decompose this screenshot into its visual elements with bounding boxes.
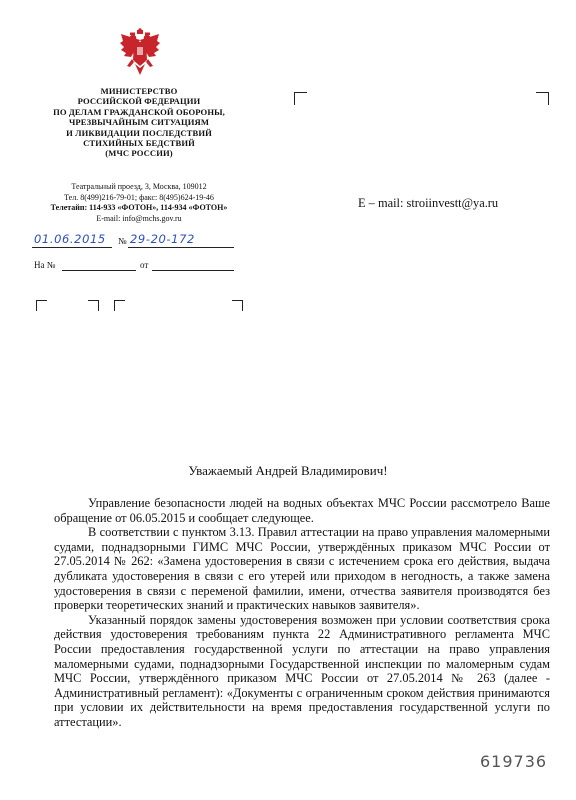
ministry-line: ЧРЕЗВЫЧАЙНЫМ СИТУАЦИЯМ	[68, 117, 210, 128]
coat-of-arms-emblem	[118, 28, 162, 80]
ministry-line: СТИХИЙНЫХ БЕДСТВИЙ	[83, 138, 195, 149]
corner-mark	[536, 92, 549, 105]
registration-number: 29-20-172	[130, 232, 195, 246]
date-underline	[32, 247, 112, 248]
ministry-contacts	[20, 182, 258, 224]
registration-date: 01.06.2015	[34, 232, 106, 246]
number-underline	[128, 247, 234, 248]
ministry-line: РОССИЙСКОЙ ФЕДЕРАЦИИ	[77, 96, 201, 107]
phone-line: Тел. 8(499)216-79-01; факс: 8(495)624-19-46	[64, 192, 214, 202]
corner-mark	[88, 300, 99, 311]
recipient-email: E – mail: stroiinvestt@ya.ru	[358, 196, 499, 210]
ministry-line: МИНИСТЕРСТВО	[100, 86, 178, 96]
teletype-line: Телетайп: 114-933 «ФОТОН», 114-934 «ФОТОН»	[50, 203, 228, 213]
corner-mark	[36, 300, 47, 311]
corner-mark	[114, 300, 125, 311]
serial-number-stamp: 619736	[480, 752, 548, 771]
in-reply-underline	[62, 270, 136, 271]
from-underline	[152, 270, 234, 271]
ministry-line: ПО ДЕЛАМ ГРАЖДАНСКОЙ ОБОРОНЫ,	[53, 106, 225, 117]
number-sign: №	[118, 236, 127, 246]
paragraph: В соответствии с пунктом 3.13. Правил аттестации на право управления маломерными судами, поднадзорными ГИМС МЧС России, утверждённых приказом МЧС России от 27.05.2014 № 262: «Замена удостоверения в связи с истечением срока его действия, выдача дубликата удостоверения в связи с его утерей или приходом в негодность, а также замена удостоверения в связи с переменой фамилии, имени, отчества заявителя производятся без проверки теоретических знаний и практических навыков заявителя».	[54, 525, 550, 613]
ministry-name-block	[20, 86, 258, 159]
corner-mark	[232, 300, 243, 311]
email-line: E-mail: info@mchs.gov.ru	[96, 213, 182, 223]
from-label: от	[140, 260, 149, 270]
corner-mark	[294, 92, 307, 105]
greeting: Уважаемый Андрей Владимирович!	[188, 463, 388, 478]
ministry-line: И ЛИКВИДАЦИИ ПОСЛЕДСТВИЙ	[66, 127, 212, 138]
paragraph: Управление безопасности людей на водных объектах МЧС России рассмотрело Ваше обращение от 06.05.2015 и сообщает следующее.	[54, 496, 550, 525]
paragraph: Указанный порядок замены удостоверения возможен при условии соответствия срока действия удостоверения требованиям пункта 22 Административного регламента МЧС России предоставления государственной услуги по аттестации на право управления маломерными судами, поднадзорными Государственной инспекции по маломерным судам МЧС России, утверждённого приказом МЧС России от 27.05.2014 № 263 (далее - Административный регламент): «Документы с ограниченным сроком действия принимаются при условии их действительности на время предоставления государственной услуги по аттестации».	[54, 612, 550, 729]
ministry-line: (МЧС РОССИИ)	[105, 148, 173, 159]
in-reply-label: На №	[34, 260, 56, 270]
letter-body	[54, 496, 550, 730]
address-line: Театральный проезд, 3, Москва, 109012	[71, 182, 207, 191]
